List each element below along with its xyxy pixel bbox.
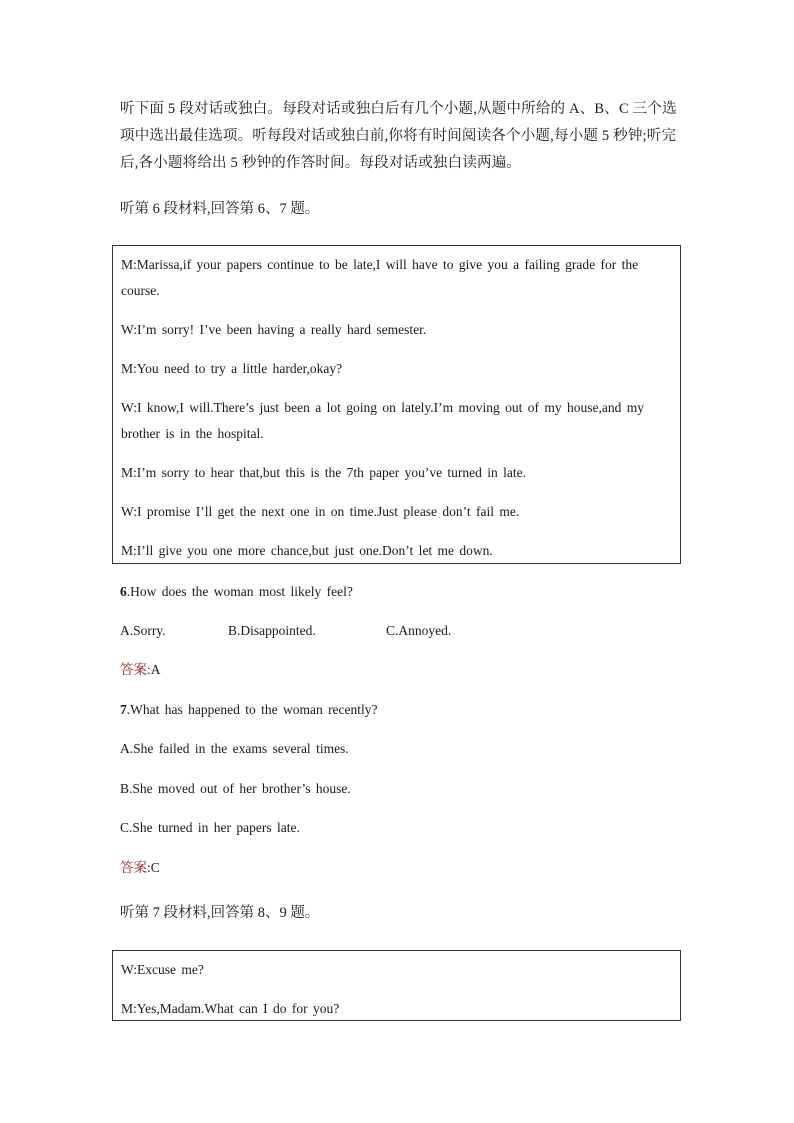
option-a: A.Sorry. [120,623,166,638]
dialogue-line: M:Yes,Madam.What can I do for you? [121,1001,340,1016]
dialogue-box-material-7 [112,950,681,1021]
option-c: C.Annoyed. [386,623,452,638]
dialogue-box-material-6 [112,245,681,564]
question-text: .What has happened to the woman recently? [126,702,378,717]
question-6-options [120,621,451,641]
question-7-option-b: B.She moved out of her brother’s house. [120,781,351,796]
question-text: .How does the woman most likely feel? [126,584,353,599]
question-7-option-c: C.She turned in her papers late. [120,820,300,835]
question-number: 6 [120,584,127,599]
dialogue-line: M:I’ll give you one more chance,but just one.Don’t let me down. [121,543,493,558]
question-7-option-a: A.She failed in the exams several times. [120,741,349,756]
answer-label: 答案 [120,662,147,677]
material-6-heading: 听第 6 段材料,回答第 6、7 题。 [120,201,320,217]
dialogue-line: W:I promise I’ll get the next one in on time.Just please don’t fail me. [121,504,520,519]
answer-label: 答案 [120,860,147,875]
question-6-stem [120,582,353,602]
material-7-heading: 听第 7 段材料,回答第 8、9 题。 [120,905,320,921]
dialogue-line: W:Excuse me? [121,962,204,977]
answer-value: :C [147,860,160,875]
question-6-answer [120,660,161,680]
question-7-stem [120,700,378,720]
answer-value: :A [147,662,161,677]
dialogue-line: M:Marissa,if your papers continue to be late,I will have to give you a failing grade for the course. [121,257,639,298]
option-b: B.Disappointed. [228,623,316,638]
dialogue-line: M:I’m sorry to hear that,but this is the 7th paper you’ve turned in late. [121,465,527,480]
section-instructions: 听下面 5 段对话或独白。每段对话或独白后有几个小题,从题中所给的 A、B、C 三个选项中选出最佳选项。听每段对话或独白前,你将有时间阅读各个小题,每小题 5 秒钟;听完后,各小题将给出 5 秒钟的作答时间。每段对话或独白读两遍。 [120,101,677,171]
question-number: 7 [120,702,127,717]
question-7-answer [120,858,160,878]
dialogue-line: M:You need to try a little harder,okay? [121,361,343,376]
dialogue-line: W:I’m sorry! I’ve been having a really hard semester. [121,322,427,337]
dialogue-line: W:I know,I will.There’s just been a lot going on lately.I’m moving out of my house,and my brother is in the hospital. [121,400,645,441]
